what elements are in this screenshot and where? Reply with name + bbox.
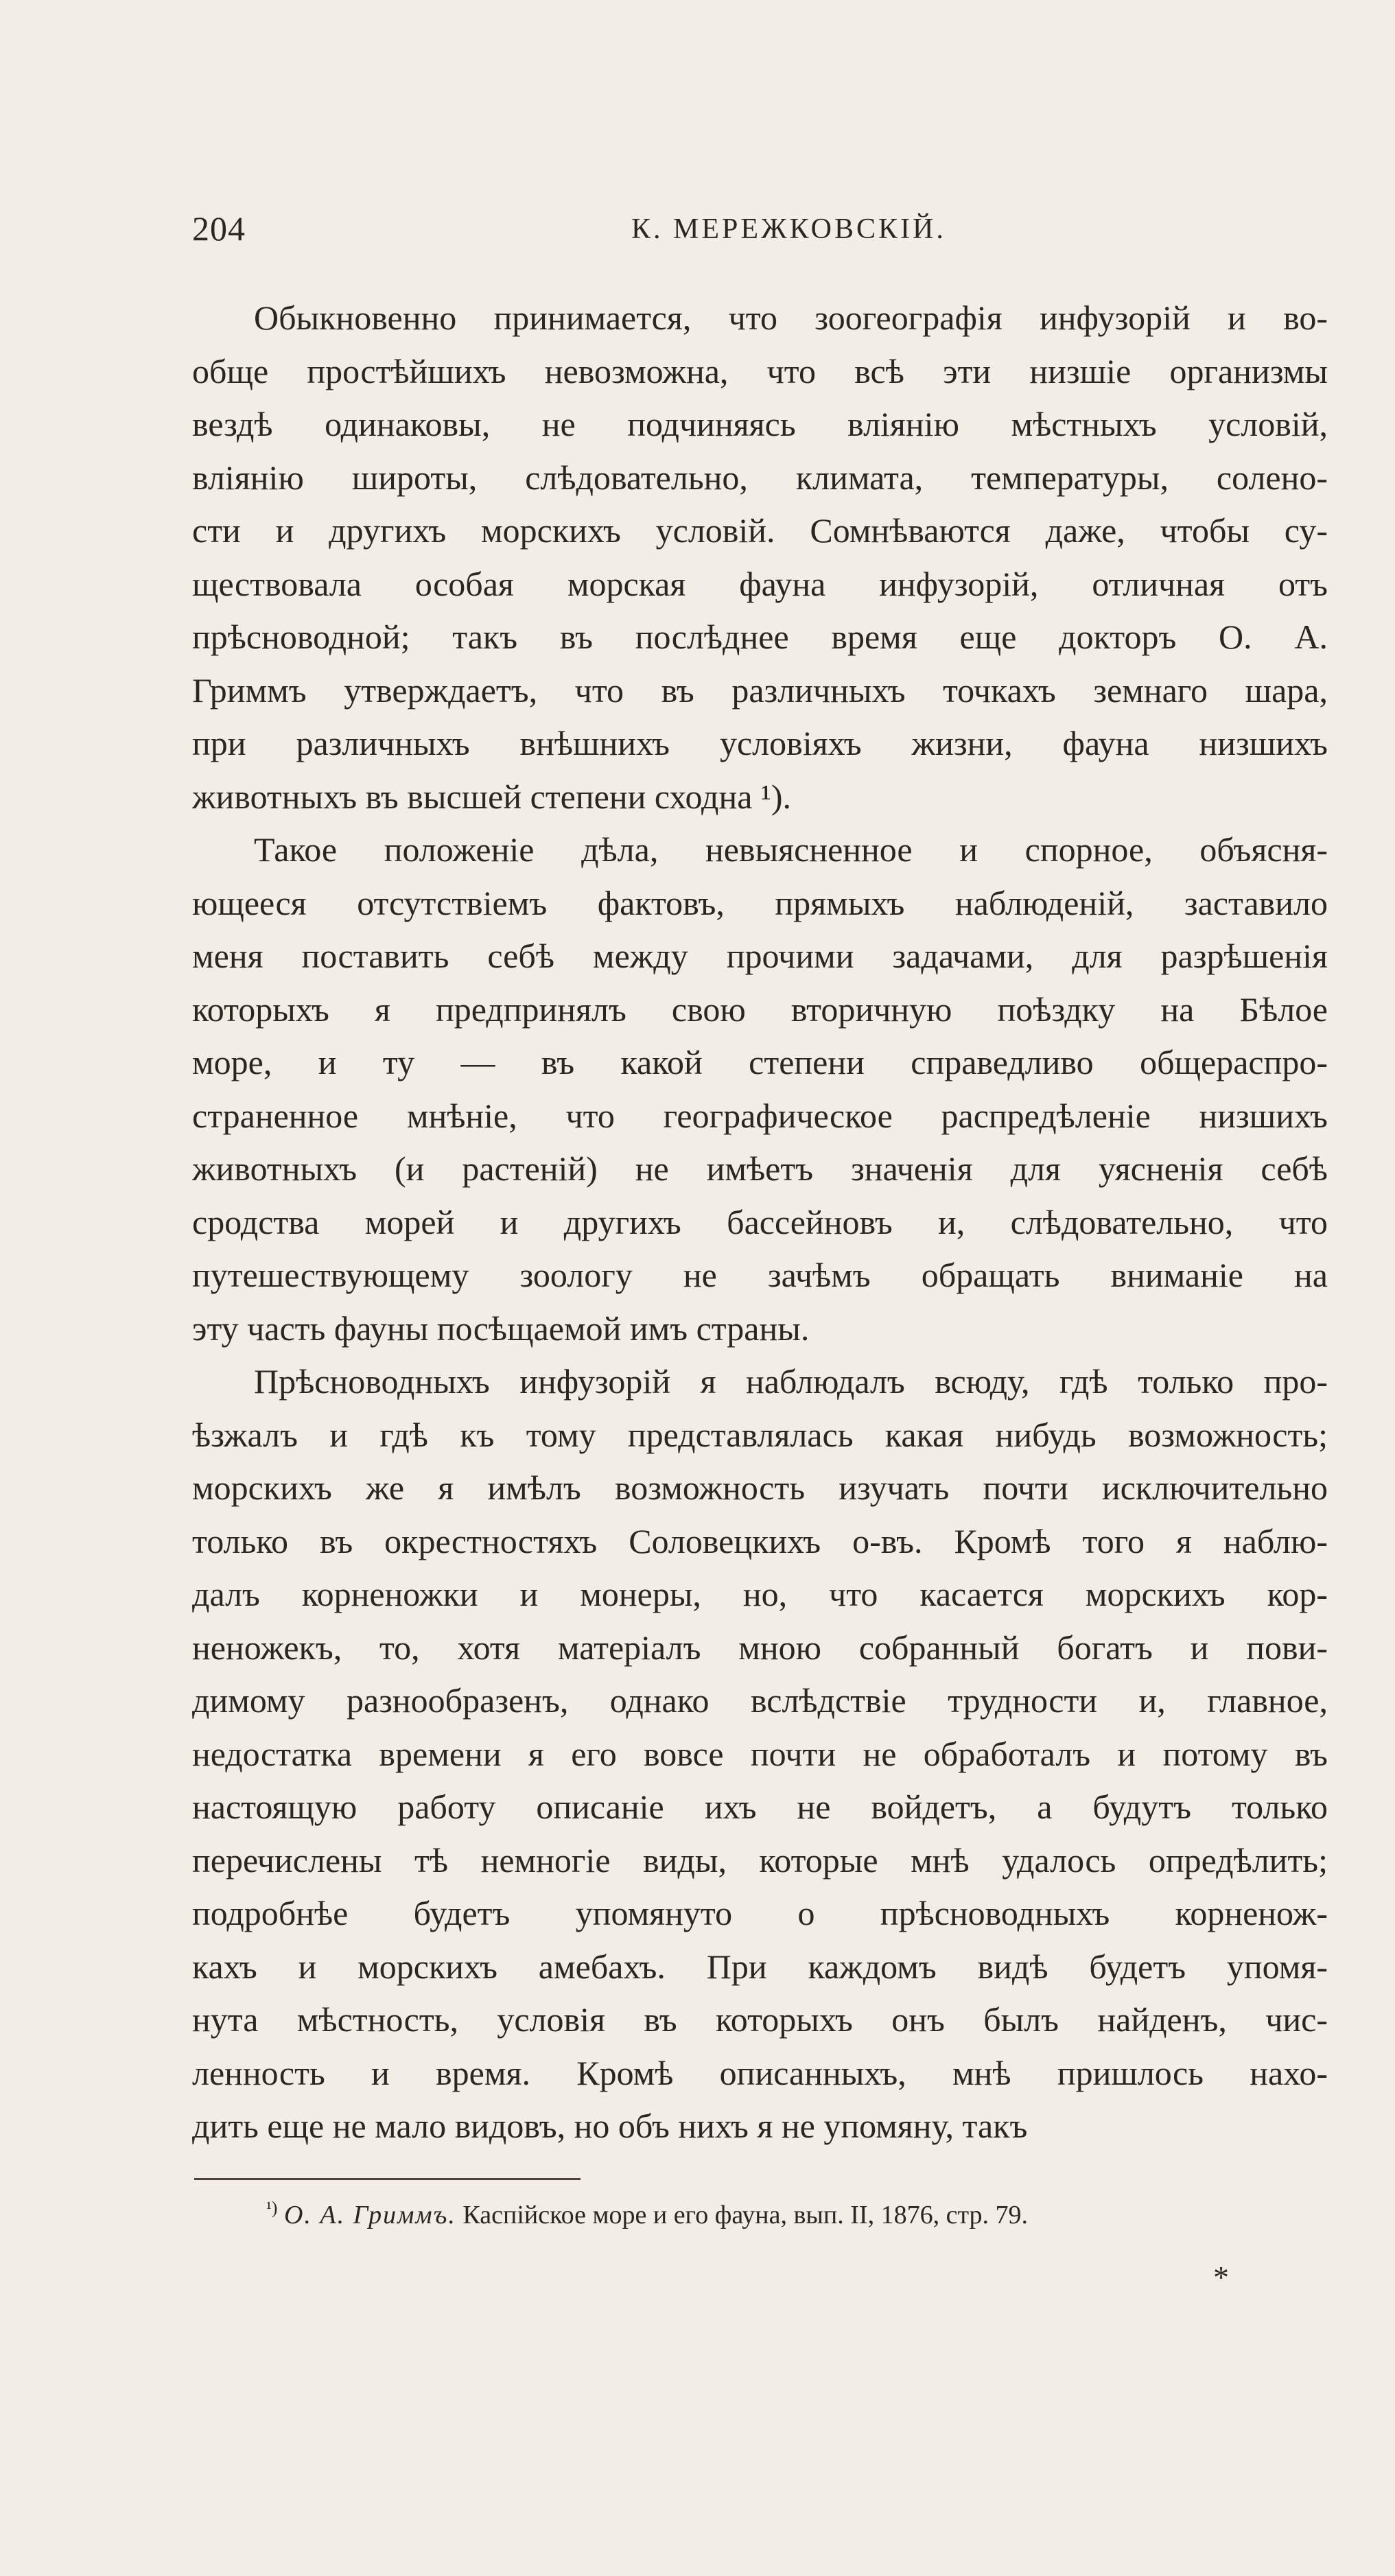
- text-line: сродства морей и другихъ бассейновъ и, слѣдовательно, что: [192, 1202, 1328, 1241]
- text-line: ществовала особая морская фауна инфузорій, отличная отъ: [192, 564, 1328, 603]
- text-line: вліянію широты, слѣдовательно, климата, температуры, солено-: [192, 458, 1328, 497]
- text-line: настоящую работу описаніе ихъ не войдетъ, а будутъ только: [192, 1788, 1328, 1826]
- footnote-author: О. А. Гриммъ.: [283, 2201, 456, 2229]
- text-line: Такое положеніе дѣла, невыясненное и спорное, объясня-: [254, 830, 1328, 869]
- text-line: ленность и время. Кромѣ описанныхъ, мнѣ пришлось нахо-: [192, 2053, 1328, 2092]
- footnote-text: Каспійское море и его фауна, вып. II, 1876, стр. 79.: [462, 2201, 1029, 2229]
- text-line: Прѣсноводныхъ инфузорій я наблюдалъ всюду, гдѣ только про-: [254, 1362, 1328, 1401]
- text-line: путешествующему зоологу не зачѣмъ обращать вниманіе на: [192, 1256, 1328, 1294]
- footnote-marker: ¹): [266, 2198, 278, 2218]
- paragraph: [192, 823, 1328, 1355]
- text-line: ющееся отсутствіемъ фактовъ, прямыхъ наблюденій, заставило: [192, 883, 1328, 922]
- text-line: Обыкновенно принимается, что зоогеографія инфузорій и во-: [254, 298, 1328, 337]
- text-line: недостатка времени я его вовсе почти не обработалъ и потому въ: [192, 1734, 1328, 1773]
- text-line: морскихъ же я имѣлъ возможность изучать почти исключительно: [192, 1468, 1328, 1507]
- body-text: [192, 292, 1328, 2153]
- text-line: нута мѣстность, условія въ которыхъ онъ былъ найденъ, чис-: [192, 2000, 1328, 2039]
- text-line: страненное мнѣніе, что географическое распредѣленіе низшихъ: [192, 1096, 1328, 1135]
- paragraph: [192, 1355, 1328, 2153]
- text-line: прѣсноводной; такъ въ послѣднее время еще докторъ О. А.: [192, 618, 1328, 656]
- text-line: кахъ и морскихъ амебахъ. При каждомъ видѣ будетъ упомя-: [192, 1947, 1328, 1986]
- signature-mark: *: [1213, 2260, 1229, 2295]
- text-line: эту часть фауны посѣщаемой имъ страны.: [192, 1309, 810, 1348]
- paragraph: [192, 292, 1328, 823]
- text-line: димому разнообразенъ, однако вслѣдствіе трудности и, главное,: [192, 1681, 1328, 1720]
- page-number: 204: [192, 209, 246, 248]
- text-line: далъ корненожки и монеры, но, что касается морскихъ кор-: [192, 1575, 1328, 1613]
- footnote-divider: [194, 2178, 581, 2180]
- text-line: только въ окрестностяхъ Соловецкихъ о-въ. Кромѣ того я наблю-: [192, 1521, 1328, 1560]
- running-title: К. МЕРЕЖКОВСКІЙ.: [631, 213, 946, 245]
- text-line: море, и ту — въ какой степени справедливо общераспро-: [192, 1043, 1328, 1081]
- footnote: [266, 2198, 1296, 2230]
- text-line: Гриммъ утверждаетъ, что въ различныхъ точкахъ земнаго шара,: [192, 670, 1328, 710]
- text-line: меня поставить себѣ между прочими задачами, для разрѣшенія: [192, 937, 1328, 975]
- text-line: которыхъ я предпринялъ свою вторичную поѣздку на Бѣлое: [192, 990, 1328, 1029]
- text-line: вездѣ одинаковы, не подчиняясь вліянію мѣстныхъ условій,: [192, 405, 1328, 443]
- text-line: ѣзжалъ и гдѣ къ тому представлялась какая нибудь возможность;: [192, 1415, 1328, 1454]
- text-line: при различныхъ внѣшнихъ условіяхъ жизни, фауна низшихъ: [192, 724, 1328, 762]
- text-line: животныхъ въ высшей степени сходна ¹).: [192, 777, 792, 816]
- text-line: животныхъ (и растеній) не имѣетъ значенія для уясненія себѣ: [192, 1149, 1328, 1188]
- text-line: неножекъ, то, хотя матеріалъ мною собранный богатъ и пови-: [192, 1628, 1328, 1667]
- text-line: перечислены тѣ немногіе виды, которые мнѣ удалось опредѣлить;: [192, 1840, 1328, 1880]
- text-line: обще простѣйшихъ невозможна, что всѣ эти низшіе организмы: [192, 351, 1328, 390]
- text-line: дить еще не мало видовъ, но объ нихъ я не упомяну, такъ: [192, 2107, 1028, 2145]
- page-header: [192, 209, 1328, 264]
- text-line: подробнѣе будетъ упомянуто о прѣсноводныхъ корненож-: [192, 1894, 1328, 1932]
- text-line: сти и другихъ морскихъ условій. Сомнѣваются даже, чтобы су-: [192, 511, 1328, 550]
